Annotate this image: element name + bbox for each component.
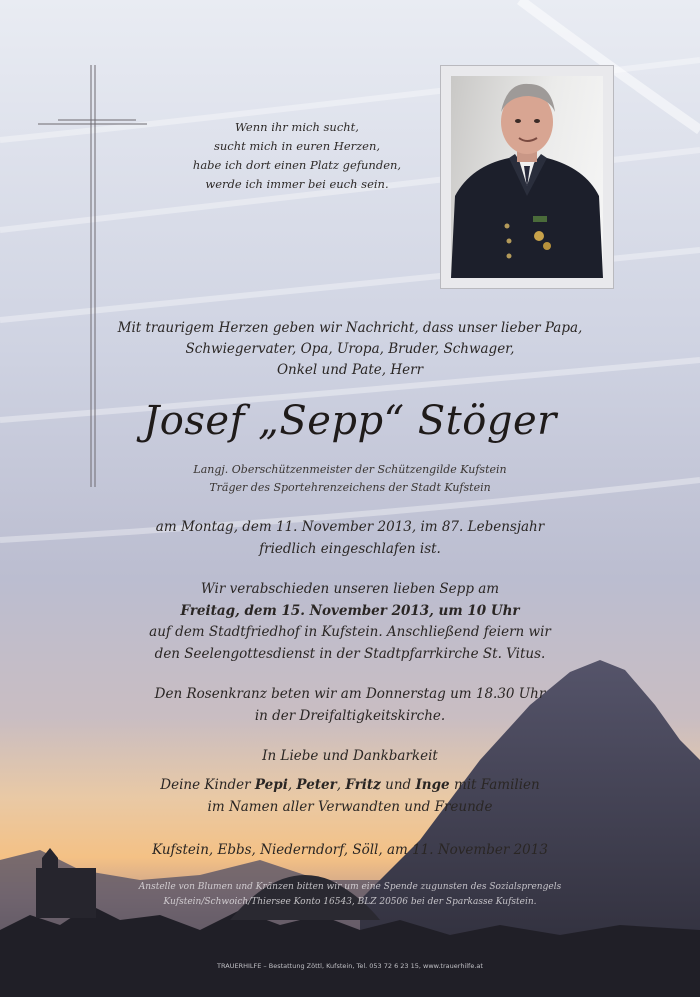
funeral-home-footer: TRAUERHILFE – Bestattung Zöttl, Kufstein, Tel. 053 72 6 23 15, www.trauerhilfe.at	[217, 962, 483, 970]
poem-line: sucht mich in euren Herzen,	[213, 139, 381, 153]
love-and-gratitude: In Liebe und Dankbarkeit	[262, 748, 438, 764]
funeral-line: den Seelengottesdienst in der Stadtpfarrkirche St. Vitus.	[154, 645, 546, 662]
poem-line: werde ich immer bei euch sein.	[205, 177, 389, 191]
funeral-line: Wir verabschieden unseren lieben Sepp am	[200, 581, 500, 597]
funeral-date: Freitag, dem 15. November 2013, um 10 Uhr	[180, 602, 520, 619]
death-line: friedlich eingeschlafen ist.	[259, 540, 441, 557]
donation-line: Anstelle von Blumen und Kränzen bitten wir um eine Spende zugunsten des Sozialsprengels	[138, 882, 562, 892]
title-line: Langj. Oberschützenmeister der Schützengilde Kufstein	[193, 463, 507, 476]
family-and: und	[385, 777, 412, 793]
child-name: Pepi	[254, 777, 288, 793]
child-name: Inge	[415, 777, 450, 793]
poem-line: habe ich dort einen Platz gefunden,	[192, 158, 402, 172]
family-line	[100, 775, 600, 797]
intro-line: Mit traurigem Herzen geben wir Nachricht, dass unser lieber Papa,	[117, 320, 583, 336]
child-name: Peter	[296, 777, 337, 793]
portrait-frame	[440, 65, 614, 289]
poem-line: Wenn ihr mich sucht,	[235, 120, 359, 134]
funeral-line: auf dem Stadtfriedhof in Kufstein. Anschließend feiern wir	[149, 624, 551, 640]
intro-line: Schwiegervater, Opa, Uropa, Bruder, Schwager,	[185, 341, 515, 357]
death-line: am Montag, dem 11. November 2013, im 87. Lebensjahr	[155, 519, 545, 535]
rosary-line: in der Dreifaltigkeitskirche.	[254, 707, 446, 724]
title-line: Träger des Sportehrenzeichens der Stadt Kufstein	[209, 481, 491, 494]
portrait-photo	[451, 76, 603, 278]
places-and-date: Kufstein, Ebbs, Niederndorf, Söll, am 11. November 2013	[152, 842, 548, 858]
child-name: Fritz	[345, 777, 381, 793]
family-prefix: Deine Kinder	[160, 777, 251, 793]
memorial-poem	[172, 118, 422, 194]
announcement-intro	[90, 318, 610, 381]
separator: ,	[287, 777, 293, 793]
donation-line: Kufstein/Schwoich/Thiersee Konto 16543, BLZ 20506 bei der Sparkasse Kufstein.	[163, 897, 537, 907]
family-suffix: mit Familien	[453, 777, 540, 793]
death-notice	[100, 517, 600, 560]
family-line-2: im Namen aller Verwandten und Freunde	[207, 798, 493, 815]
donation-note	[120, 880, 580, 910]
rosary-line: Den Rosenkranz beten wir am Donnerstag um 18.30 Uhr	[154, 686, 546, 702]
family-signature	[100, 775, 600, 818]
deceased-titles	[150, 461, 550, 497]
deceased-name: Josef „Sepp“ Stöger	[143, 398, 557, 444]
intro-line: Onkel und Pate, Herr	[276, 362, 424, 378]
separator: ,	[336, 777, 342, 793]
funeral-details	[100, 579, 600, 665]
rosary-details	[100, 684, 600, 727]
